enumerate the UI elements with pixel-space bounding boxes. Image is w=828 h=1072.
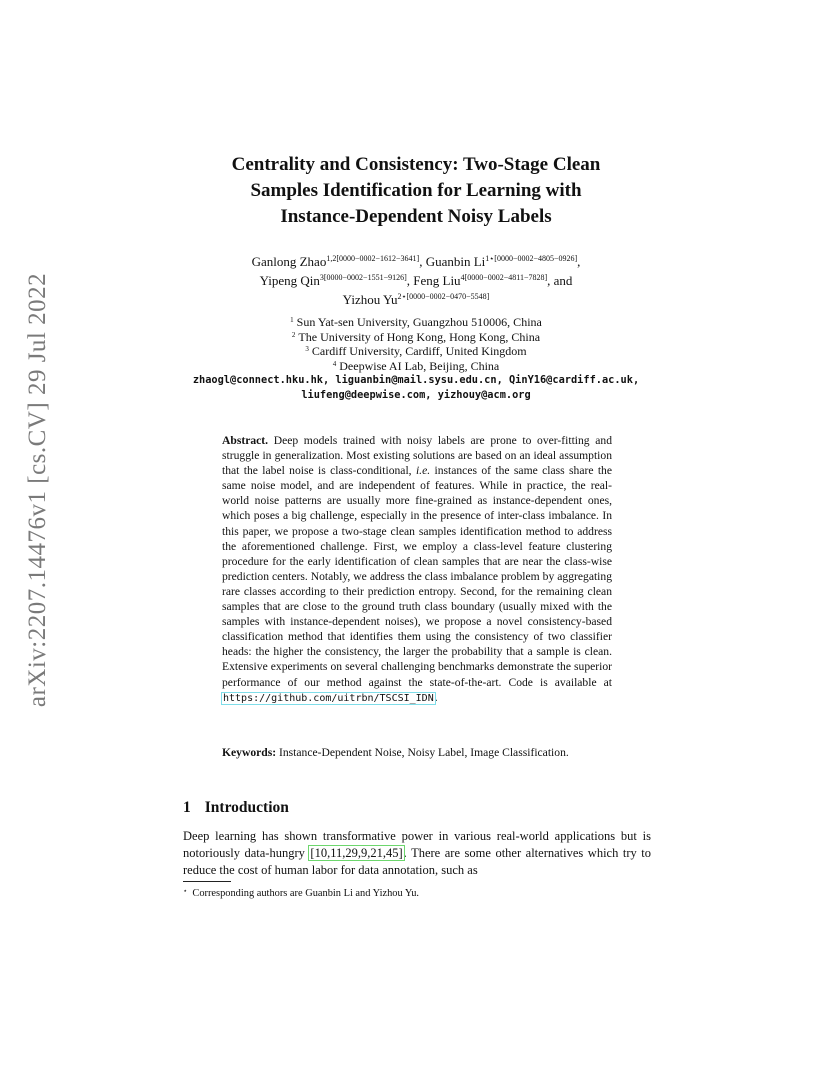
abstract-end: . (434, 690, 438, 704)
author-name: Yipeng Qin (259, 273, 320, 288)
abstract (222, 433, 612, 706)
author-line-3 (160, 290, 672, 309)
keywords-label: Keywords: (222, 746, 277, 759)
paper-title (160, 152, 672, 230)
abstract-text: Deep models trained with noisy labels are prone to over-fitting and struggle in generalization. Most existing solutions are based on an ideal assumption that the label noise is class-conditional, (222, 434, 612, 478)
author-separator: , and (547, 273, 573, 288)
arxiv-sidebar (18, 272, 58, 708)
section-number: 1 (183, 799, 191, 816)
affiliation-text: Deepwise AI Lab, Beijing, China (339, 358, 500, 373)
email-line-1: zhaogl@connect.hku.hk, liguanbin@mail.sysu.edu.cn, QinY16@cardiff.ac.uk, (192, 374, 640, 387)
author-orcid: 1⋆[0000−0002−4805−0926] (485, 254, 578, 263)
author-name: Yizhou Yu (342, 292, 398, 307)
footnote-rule (183, 881, 231, 882)
email-line-2: liufeng@deepwise.com, yizhouy@acm.org (301, 388, 531, 401)
author-name: Guanbin Li (425, 254, 486, 269)
author-list (160, 252, 672, 309)
affiliation (170, 330, 662, 345)
author-orcid: 4[0000−0002−4811−7828] (460, 273, 548, 282)
section-heading (183, 799, 289, 817)
author-name: Ganlong Zhao (251, 254, 327, 269)
affiliation-number: 1 (290, 316, 294, 324)
author-separator: , (406, 273, 414, 288)
author-name: Feng Liu (413, 273, 461, 288)
section-title: Introduction (204, 799, 289, 816)
affiliation-number: 4 (332, 359, 337, 368)
affiliation-number: 2 (291, 330, 296, 339)
keywords-text: Instance-Dependent Noise, Noisy Label, Image Classification. (276, 746, 569, 759)
title-line-1: Centrality and Consistency: Two-Stage Clean (231, 154, 601, 175)
keywords (222, 745, 612, 760)
arxiv-identifier: arXiv:2207.14476v1 [cs.CV] 29 Jul 2022 (24, 272, 51, 708)
affiliation (170, 344, 662, 359)
footnote-mark: ⋆ (183, 887, 188, 895)
title-line-2: Samples Identification for Learning with (250, 180, 582, 201)
intro-text-cont: . There are some other alternatives which try to reduce the cost of human labor for data annotation, such as (183, 845, 652, 877)
author-line-1 (160, 252, 672, 271)
author-line-2 (160, 271, 672, 290)
affiliation (170, 359, 662, 374)
author-separator: , (419, 254, 426, 269)
author-orcid: 1,2[0000−0002−1612−3641] (326, 254, 420, 263)
code-link[interactable]: https://github.com/uitrbn/TSCSI_IDN (223, 692, 434, 704)
author-orcid: 2⋆[0000−0002−0470−5548] (397, 292, 490, 301)
affiliation-text: Cardiff University, Cardiff, United Kingdom (311, 344, 527, 359)
abstract-text-cont: instances of the same class share the same noise model, and are independent of features. While in practice, the real-world noise patterns are usually more fine-grained as instance-dependent ones, which poses a big challenge, especially in the presence of inter-class imbalance. In this paper, we propose a two-stage clean samples identification method to address the aforementioned challenge. First, we employ a class-level feature clustering procedure for the early identification of clean samples that are near the class-wise prediction centers. Notably, we address the class imbalance problem by aggregating rare classes according to their prediction entropy. Second, for the remaining clean samples that are close to the ground truth class boundary (usually mixed with the samples with instance-dependent noises), we propose a novel consistency-based classification method that identifies them using the consistency of two classifier heads: the higher the consistency, the larger the probability that a sample is clean. Extensive experiments on several challenging benchmarks demonstrate the superior performance of our method against the state-of-the-art. Code is available at (222, 464, 612, 689)
affiliation-text: Sun Yat-sen University, Guangzhou 510006, China (296, 315, 542, 329)
affiliations (170, 315, 662, 403)
affiliation (170, 315, 662, 330)
footnote (183, 885, 419, 900)
intro-paragraph (183, 828, 651, 878)
abstract-ie: i.e. (415, 464, 431, 478)
title-line-3: Instance-Dependent Noisy Labels (280, 206, 552, 227)
affiliation-text: The University of Hong Kong, Hong Kong, China (298, 329, 541, 344)
footnote-text: Corresponding authors are Guanbin Li and Yizhou Yu. (192, 888, 420, 899)
citation-link[interactable]: [10,11,29,9,21,45] (310, 845, 403, 860)
author-orcid: 3[0000−0002−1551−9126] (319, 273, 407, 282)
affiliation-number: 3 (305, 345, 309, 354)
abstract-label: Abstract. (222, 434, 269, 447)
author-separator: , (577, 254, 581, 269)
intro-text: Deep learning has shown transformative power in various real-world applications but is notoriously data-hungry (183, 829, 651, 860)
